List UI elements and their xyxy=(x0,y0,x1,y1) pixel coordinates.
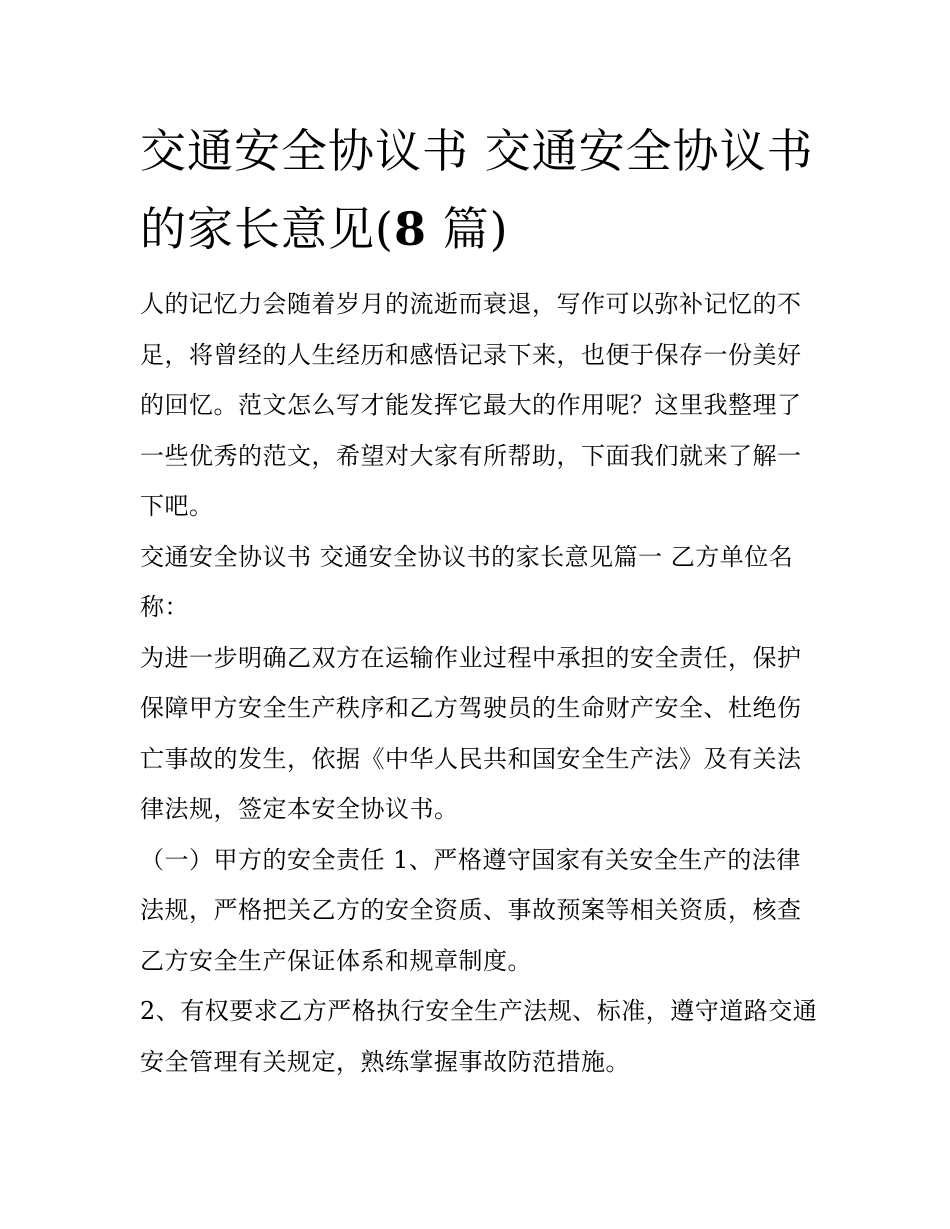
paragraph-intro: 人的记忆力会随着岁月的流逝而衰退，写作可以弥补记忆的不足，将曾经的人生经历和感悟记录下来，也便于保存一份美好的回忆。范文怎么写才能发挥它最大的作用呢？这里我整理了一些优秀的范文，希望对大家有所帮助，下面我们就来了解一下吧。 xyxy=(140,290,802,520)
title-number: 8 xyxy=(393,202,427,256)
document-body xyxy=(140,279,820,1087)
paragraph-purpose: 为进一步明确乙双方在运输作业过程中承担的安全责任，保护保障甲方安全生产秩序和乙方驾驶员的生命财产安全、杜绝伤亡事故的发生，依据《中华人民共和国安全生产法》及有关法律法规，签定本安全协议书。 xyxy=(140,643,802,823)
document-title xyxy=(140,112,820,268)
title-text: 交通安全协议书 交通安全协议书的家长意见( xyxy=(140,124,814,256)
paragraph-party-a-duty-2: 2、有权要求乙方严格执行安全生产法规、标准，遵守道路交通安全管理有关规定，熟练掌握事故防范措施。 xyxy=(140,997,818,1076)
title-suffix: 篇) xyxy=(426,202,509,256)
paragraph-party-a-duty-1: （一）甲方的安全责任 1、严格遵守国家有关安全生产的法律法规，严格把关乙方的安全资质、事故预案等相关资质，核查乙方安全生产保证体系和规章制度。 xyxy=(140,845,802,975)
paragraph-section-heading: 交通安全协议书 交通安全协议书的家长意见篇一 乙方单位名称： xyxy=(140,542,794,621)
